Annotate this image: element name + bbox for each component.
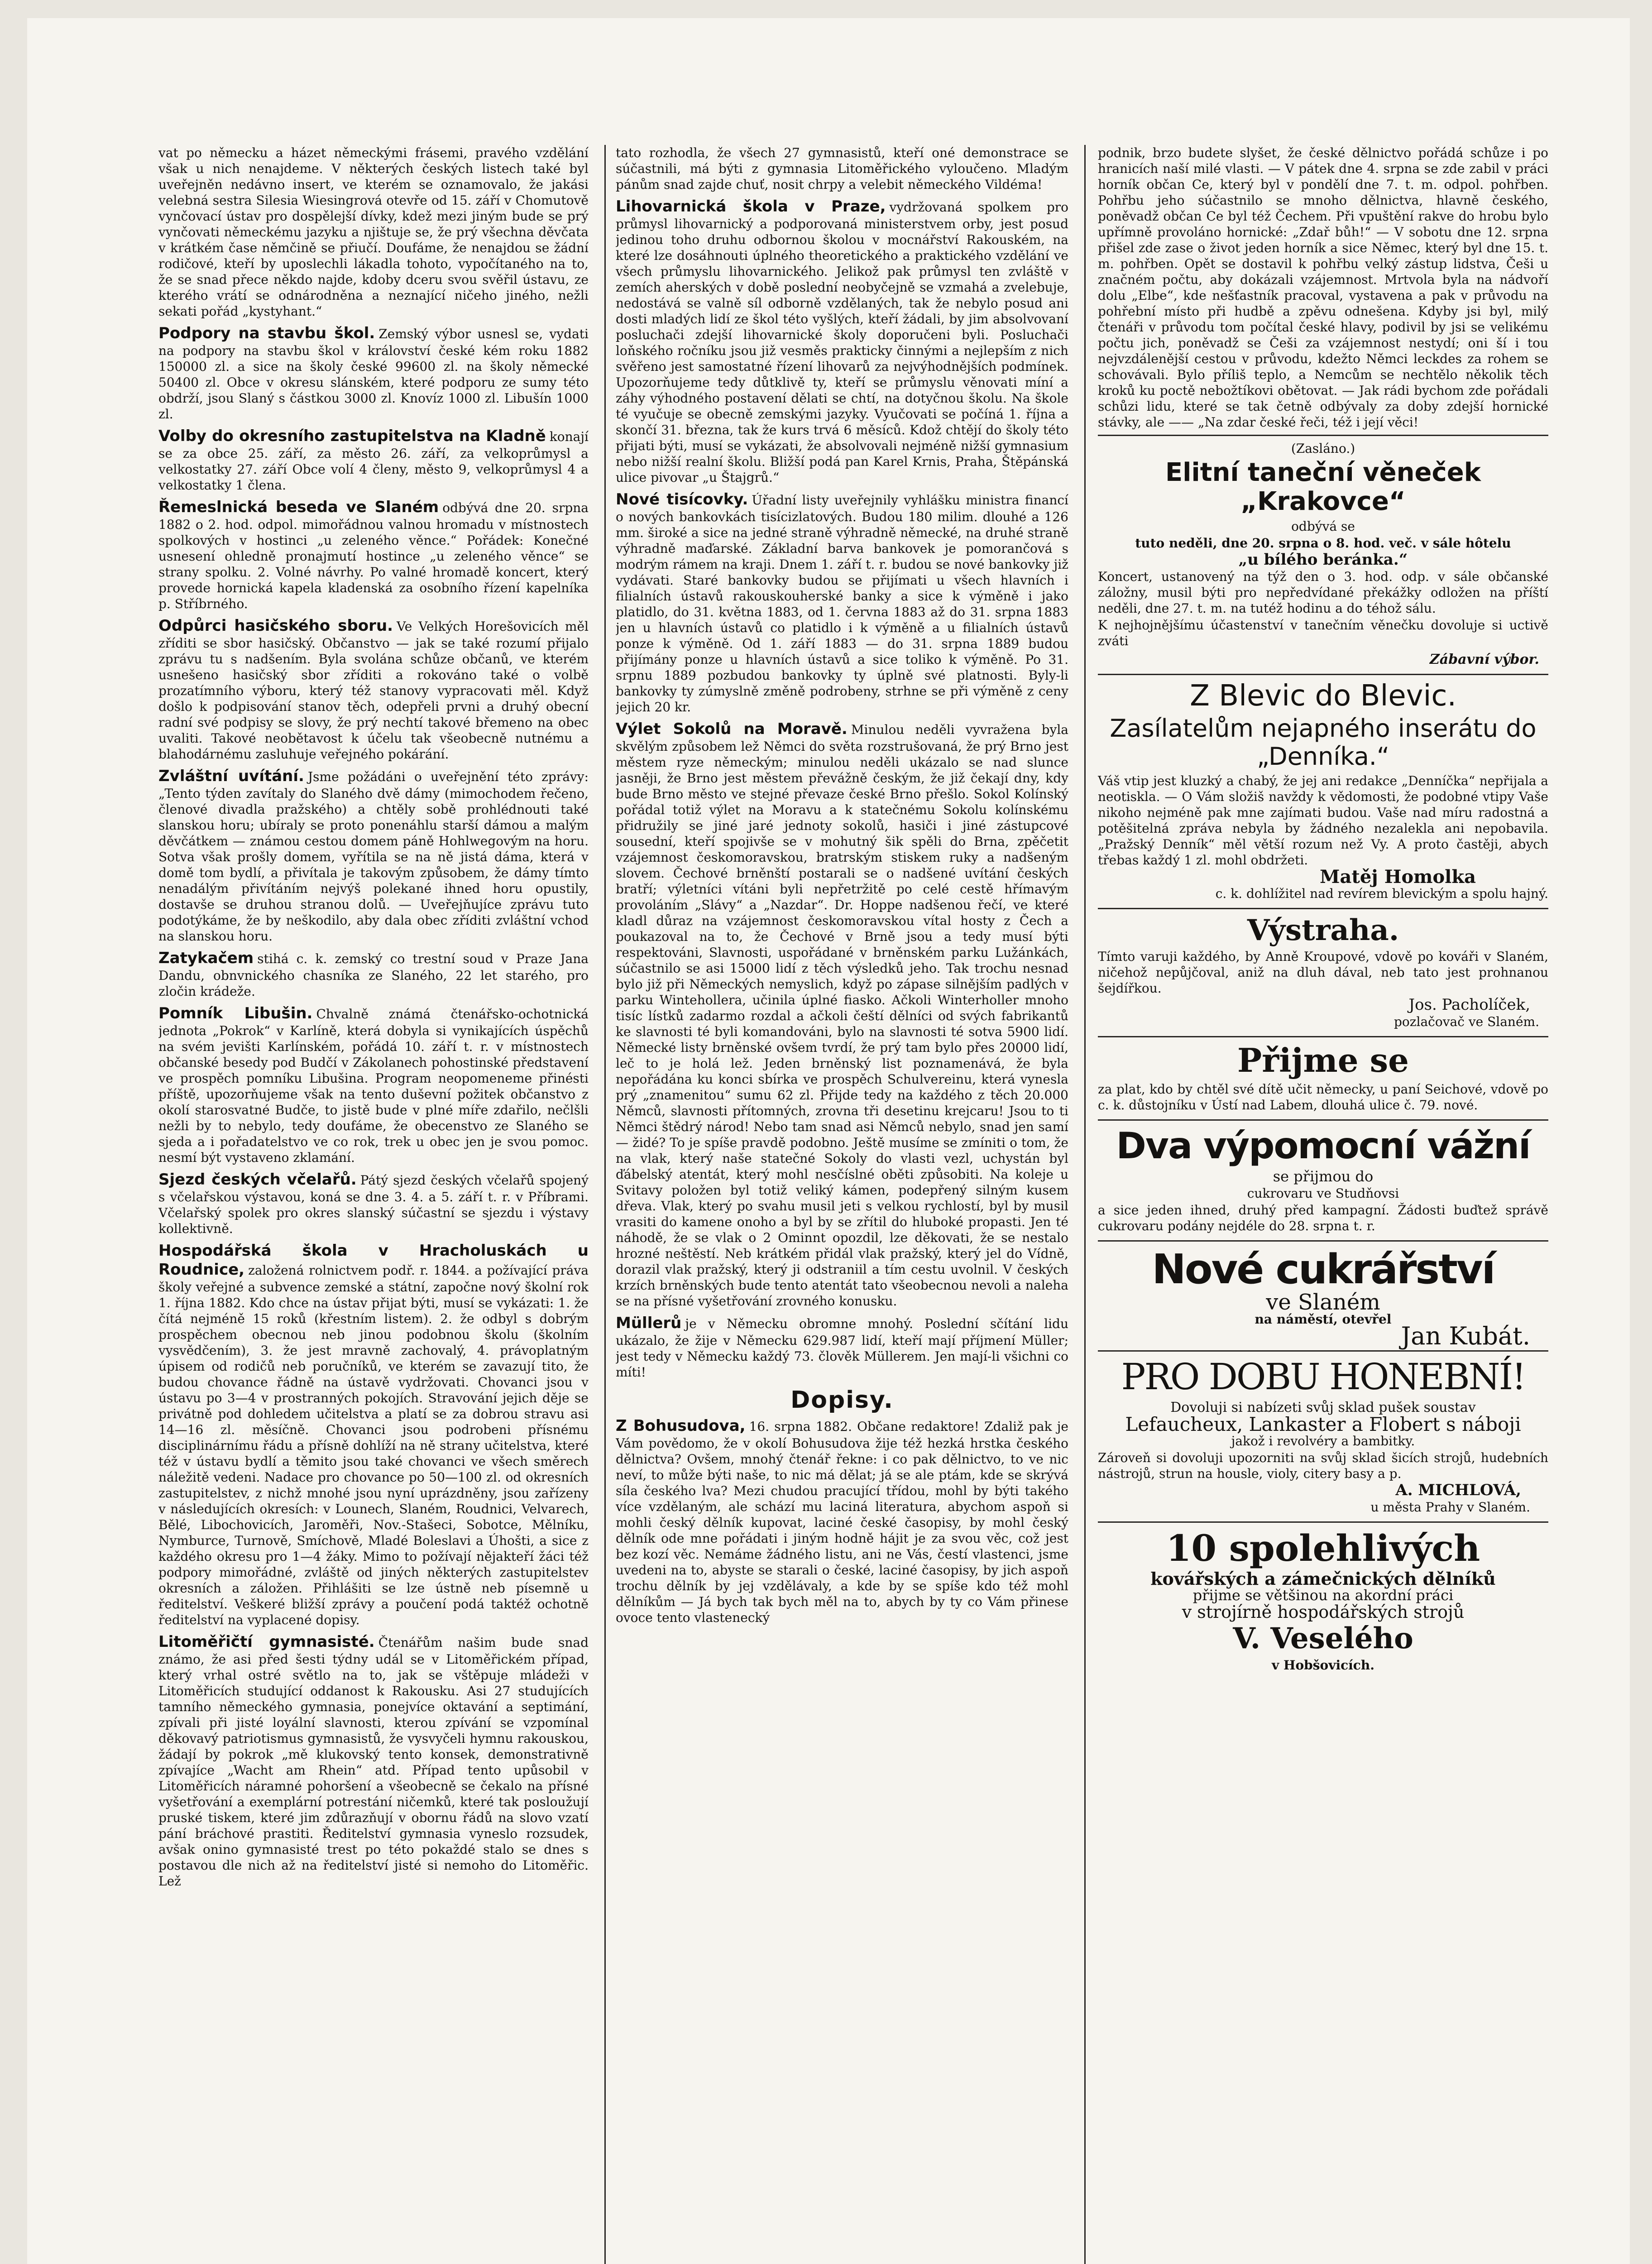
- ad-smiths-place: v Hobšovicích.: [1272, 1658, 1374, 1673]
- ad-blevice-signature-title: c. k. dohlížitel nad revírem blevickým a spolu hajný.: [1215, 886, 1548, 901]
- divider: [1098, 908, 1548, 909]
- article: [158, 949, 589, 999]
- column-rule: [1084, 145, 1086, 2264]
- article: [158, 1241, 589, 1628]
- column-2: [616, 145, 1068, 2264]
- ad-hunting-line: jakož i revolvéry a bambitky.: [1231, 1434, 1415, 1449]
- ad-dance-line: tuto neděli, dne 20. srpna o 8. hod. več. v sále hôtelu: [1135, 535, 1511, 551]
- ad-dance-line: K nejhojnějšímu účastenství v tanečním věnečku dovoluje si uctivě zváti: [1098, 617, 1548, 648]
- ad-scale-workers: [1098, 1125, 1548, 1234]
- ad-warning: [1098, 914, 1548, 1030]
- article-body: [158, 145, 589, 319]
- ad-blevice-subtitle: Zasílatelům nejapného inserátu do „Denníka.“: [1110, 714, 1537, 771]
- article-body: [158, 1241, 589, 1628]
- newspaper-page: [27, 18, 1630, 2264]
- ad-dance-signature: Zábavní výbor.: [1429, 651, 1539, 667]
- article-heading: Zatykačem: [158, 949, 254, 967]
- ad-smiths-line: v strojírně hospodářských strojů: [1182, 1602, 1465, 1622]
- article: [616, 1416, 1068, 1626]
- article: [616, 490, 1068, 715]
- article-text: Chvalně známá čtenářsko-ochotnická jednota „Pokrok“ v Karlíně, která dobyla si vynikajících úspěchů na svém jevišti Karlínském, pořádá 10. září t. r. v místnostech občanské besedy pod Budčí v Zákolanech pohostinské představení ve prospěch pomníku Libušina. Program neopomeneme přinésti příště, upozorňujeme však na tento duševní požitek občanstvo z okolí starosvatné Budče, to jistě bude v plné míře zdařilo, nečlšli nežli by to nebylo, tedy doufáme, že obecenstvo ze Slaného se sjeda a i pořadatelstvo ve co rok, trek u obec jen je svou pomoc. nesmí být vystaveno zklamání.: [158, 1007, 589, 1165]
- ad-confectionery-line: na náměstí, otevřel: [1255, 1312, 1392, 1327]
- divider: [1098, 1119, 1548, 1121]
- ad-hunting-signature-title: u města Prahy v Slaném.: [1370, 1500, 1530, 1515]
- article-heading: Volby do okresního zastupitelstva na Kladně: [158, 427, 546, 445]
- article-heading: Litoměřičtí gymnasisté.: [158, 1633, 375, 1651]
- ad-hunting-line: Dovoluji si nabízeti svůj sklad pušek soustav: [1170, 1400, 1476, 1416]
- article-text: je v Německu obromne mnohý. Poslední sčítání lidu ukázalo, že žije v Německu 629.987 lidí, kteří mají příjmení Müller; jest tedy v Německu každý 73. člověk Müllerem. Jen mají-li všichni co míti!: [616, 1316, 1068, 1380]
- ad-tutor: [1098, 1042, 1548, 1113]
- section-title: Dopisy.: [790, 1386, 894, 1414]
- article-heading: Hospodářská škola v Hracholuskách u Roudnice,: [158, 1242, 589, 1279]
- ad-hunting: [1098, 1356, 1548, 1515]
- article: [158, 145, 589, 319]
- article: [616, 1314, 1068, 1380]
- article-text: 16. srpna 1882. Občane redaktore! Zdaliž pak je Vám povědomo, že v okolí Bohusudova žije též hezká hrstka českého dělnictva? Ovšem, mnohý čtenář řekne: i co pak dělnictvo, to ve nic neví, to může býti naše, to nic má dělat; já se ale ptám, kde se skrývá síla českého lva? Mezi chudou pracující třídou, mohl by býti takého více vzdělaným, ale schází mu laciná literatura, abychom aspoň si mohli český dělník kupovat, laciné české časopisy, by mohl český dělník ode mne pořádati i jiným hodně hájit je za svou věc, což jest bez kozí věc. Nemáme žádného listu, ani ne Vás, čestí vlastenci, jsme uvedeni na to, abyste se starali o české, laciné časopisy, by jich aspoň trochu dělník by jej vzdělávaly, a kde by se spíše kdo též mohl dělníkům — Já bych tak bych měl na to, abych by ty co Vám přinese ovoce tento vlastenecký: [616, 1419, 1068, 1625]
- ad-smiths-line: kovářských a zámečnických dělníků: [1150, 1568, 1496, 1589]
- ad-warning-signature-title: pozlačovač ve Slaném.: [1394, 1014, 1539, 1030]
- article-text: stihá c. k. zemský co trestní soud v Praze Jana Dandu, obnvnického chasníka ze Slaného, 22 let starého, pro zločin krádeže.: [158, 951, 589, 999]
- article: [616, 145, 1068, 192]
- ad-blevice-title: Z Blevic do Blevic.: [1190, 679, 1456, 713]
- article-body: [158, 427, 589, 493]
- article: [158, 427, 589, 493]
- divider: [1098, 674, 1548, 675]
- article-body: [616, 1314, 1068, 1380]
- article: [158, 324, 589, 422]
- ad-smiths-line: přijme se většinou na akordní práci: [1192, 1587, 1454, 1604]
- column-3: [1098, 145, 1548, 2264]
- article: [158, 1170, 589, 1237]
- column-rule: [604, 145, 606, 2264]
- article-heading: Pomník Libušin.: [158, 1004, 313, 1022]
- ad-tutor-body: za plat, kdo by chtěl své dítě učit německy, u paní Seichové, vdově po c. k. důstojníku v Ústí nad Labem, dlouhá ulice č. 79. nové.: [1098, 1081, 1548, 1113]
- article-text: vat po německu a házet německými frásemi, pravého vzdělání však u nich nenajdeme. V některých českých listech také byl uveřejněn nedávno insert, ve kterém se oznamovalo, že jakási velebná sestra Silesia Wiesingrová otevře od 15. září v Chomutově vynčovací ústav pro dospělejší dívky, kdež mezi jiným bude se prý vynčovati německému jazyku a njištuje se, že prý všechna děvčata v krátkém čase němčině se přiučí. Doufáme, že nenajdou se žádní rodičové, kteří by uposlechli lákadla tohoto, vypočítaného na to, že se snad přece někdo najde, kdoby dceru svou svěřil ústavu, ze kterého vrátí se odnárodněna a neznající ničeho jiného, nežli sekati pořád „kystyhant.“: [158, 145, 589, 319]
- article-heading: Lihovarnická škola v Praze,: [616, 197, 886, 216]
- page-content: [158, 145, 1548, 2264]
- article-body: [616, 719, 1068, 1309]
- article: [158, 1632, 589, 1889]
- article-heading: Podpory na stavbu škol.: [158, 324, 375, 342]
- column-1: [158, 145, 589, 2264]
- article-text: Zemský výbor usnesl se, vydati na podpory na stavbu škol v království české kém roku 1882 150000 zl. a sice na školy české 99600 zl. na školy německé 50400 zl. Obce v okresu slánském, které podporu ze sumy této obdrží, jsou Slaný s částkou 3000 zl. Knovíz 1000 zl. Libušín 1000 zl.: [158, 326, 589, 422]
- ad-dance-line: „u bílého beránka.“: [1238, 550, 1408, 569]
- ad-scale-workers-line: a sice jeden ihned, druhý před kampagní. Žádosti buďtež správě cukrovaru podány nejdéle do 28. srpna t. r.: [1098, 1202, 1548, 1233]
- article-body: [158, 1632, 589, 1889]
- article-heading: Odpůrci hasičského sboru.: [158, 617, 393, 635]
- article-body: [158, 1170, 589, 1237]
- article: [158, 767, 589, 944]
- divider: [1098, 1350, 1548, 1352]
- article: [158, 1004, 589, 1166]
- article-body: [1098, 145, 1548, 430]
- article-text: Ve Velkých Horešovicích měl zříditi se sbor hasičský. Občanstvo — jak se také rozumí přijalo zprávu tu s nadšením. Byla svolána schůze občanů, ve kterém usnešeno hasičský sbor zříditi a rokováno také o volbě prozatímního výboru, který též stanovy vypracovati měl. Když došlo k podpisování stanov těch, odepřeli prvni a druhý obecní radní své podpisy se slovy, že prý nechtí takové břemeno na obec uvaliti. Takové neobětavost k účelu tak všeobecně nutnému a blahodárnému zasluhuje veřejného pokárání.: [158, 619, 589, 762]
- ad-warning-title: Výstraha.: [1247, 913, 1399, 947]
- ad-hunting-signature: A. MICHLOVÁ,: [1395, 1481, 1521, 1500]
- article-body: [158, 498, 589, 612]
- article-body: [616, 197, 1068, 485]
- article-text: podnik, brzo budete slyšet, že české dělnictvo pořádá schůze i po hranicích naší milé vlasti. — V pátek dne 4. srpna se zde zabil v práci horník občan Ce, který byl v pondělí dne 7. t. m. odpol. pohřben. Pohřbu jeho súčastnilo se mnoho dělnictva, hlavně českého, poněvadž občan Ce byl též Čechem. Při vpuštění rakve do hrobu bylo upřímně provoláno hornické: „Zdař bůh!“ — V sobotu dne 12. srpna přišel zde zase o život jeden horník a sice Němec, který byl dne 15. t. m. pohřben. Opět se dostavil k pohřbu velký zástup lidstva, Češi u značném počtu, aby dokázali vzájemnost. Mrtvola byla na nádvoří dolu „Elbe“, kde nešťastník pracoval, vystavena a pak v průvodu na pohřební místo při hudbě a zpěvu odnešena. Kdyby jsi byl, milý čtenáři v průvodu tom počítal české hlavy, podivil by jsi se velikému počtu jich, poněvadž se Češi za vzájemnost nestydí; oni ší i tou nejvzdálenější cestou v průvodu, kdežto Němci leckdes za rohem se schovávali. Bylo příliš teplo, a Nemcům se nechtělo několik těch kroků ku poctě nebožtíkovi obětovat. — Jak rádi bychom zde pořádali schůzi lidu, které se tak četně odbývaly za doby zdejší hornické stávky, ale —— „Na zdar české řeči, též i její věci!: [1098, 145, 1548, 430]
- article-text: tato rozhodla, že všech 27 gymnasistů, kteří oné demonstrace se súčastnili, má býti z gymnasia Litoměřického vyloučeno. Mladým pánům snad zajde chuť, nosit chrpy a velebit německého Vildéma!: [616, 145, 1068, 192]
- ad-scale-workers-line: se přijmou do: [1273, 1167, 1374, 1185]
- ad-confectionery-title: Nové cukrářství: [1152, 1245, 1494, 1293]
- divider: [1098, 435, 1548, 436]
- article-body: [158, 1004, 589, 1166]
- ad-confectionery-owner: Jan Kubát.: [1401, 1322, 1530, 1351]
- divider: [1098, 1521, 1548, 1523]
- article-heading: Výlet Sokolů na Moravě.: [616, 720, 848, 738]
- ad-dance-line: Koncert, ustanovený na týž den o 3. hod. odp. v sále občanské záložny, musil býti pro nepředvídané překážky odložen na příští neděli, dne 27. t. m. na tutéž hodinu a do téhož sálu.: [1098, 569, 1548, 616]
- article-text: Jsme požádáni o uveřejnění této zprávy: „Tento týden zavítaly do Slaného dvě dámy (mimochodem řečeno, členové divadla pražského) a chtěly sobě prohlédnouti také slanskou horu; ubíraly se proto ponenáhlu starší dámou a malým děvčátkem — známou cestou domem páně Hohlwegovým na horu. Sotva však prošly domem, vyřítila se na ně jistá dáma, která v domě tom bydlí, a přivítala je takovým způsobem, že dámy tímto nenadálým přivítáním nejvýš polekané ihned horu opustily, dostavše se druhou stranou dolů. — Uveřejňujíce zprávu tuto podotýkáme, že by neškodilo, aby dala obec zříditi zvláštní vchod na slanskou horu.: [158, 769, 589, 944]
- article-heading: Nové tisícovky.: [616, 490, 748, 508]
- article-text: odbývá dne 20. srpna 1882 o 2. hod. odpol. mimořádnou valnou hromadu v místnostech spolkových v hostinci „u zeleného věnce.“ Pořádek: Konečné usnesení ohledně pronajmutí hostince „u zeleného věnce“ se strany spolku. 2. Volné návrhy. Po valné hromadě koncert, který provede hornická kapela kladenská za osobního řízení kapelníka p. Stříbrného.: [158, 500, 589, 611]
- ad-smiths-title: 10 spolehlivých: [1166, 1527, 1480, 1570]
- article-text: Pátý sjezd českých včelařů spojený s včelařskou výstavou, koná se dne 3. 4. a 5. září t. r. v Příbrami. Včelařský spolek pro okres slanský súčastní se sjezdu i výstavy kollektivně.: [158, 1173, 589, 1236]
- article-body: [616, 145, 1068, 192]
- ad-smiths: [1098, 1527, 1548, 1673]
- article-text: vydržovaná spolkem pro průmysl lihovarnický a podporovaná ministerstvem orby, jest posud jedinou toho druhu odbornou školou v mocnářství Rakouském, na které lze dosáhnouti úplného theoretického a praktického vzdělání ve všech průmyslu lihovarnického. Jelikož pak průmysl ten zvláště v zemích aherských v době poslední neobyčejně se vzmahá a zvelebuje, nedostává se valně síl odborně vzdělaných, tak že nebylo posud ani dosti mladých lidí ze škol této vyšlých, kteří žádali, by jim absolvovaní posluchači zdejší lihovarnické školy doporučeni byli. Posluchači loňského ročníku jsou již vesměs prakticky činnými a nejlepším z nich svěřeno jest samostatné řízení lihovarů za nejvýhodnějších podmínek. Upozorňujeme tedy důtklivě ty, kteří se průmyslu věnovati míní a záhy výhodného postavení dělati se chtí, na dotyčnou školu. Na škole té vyučuje se obecně zemskými jazyky. Vyučovati se počíná 1. října a skončí 31. března, tak že kurs trvá 6 měsíců. Kdož chtějí do školy této přijati býti, musí se vykázati, že absolvovali nejméně nižší gymnasium nebo nižší realní školu. Bližší podá pan Karel Krnis, Praha, Štěpánská ulice pivovar „u Štajgrů.“: [616, 200, 1068, 485]
- ad-dance: [1098, 441, 1548, 667]
- ad-blevice-body: Váš vtip jest kluzký a chabý, že jej ani redakce „Denníčka“ nepřijala a neotiskla. — O Vám složiš navždy k vědomosti, že podobné vtipy Vaše nikoho nejméně pak mne zajímati budou. Vaše nad míru radostná a potěšitelná zpráva nebyla by žádného nezalekla ani nepobavila. „Pražský Denník“ měl větší rozum než Vy. A proto častěji, abych třebas každý 1 zl. mohl obdržeti.: [1098, 773, 1548, 868]
- article-body: [616, 1416, 1068, 1626]
- article-heading: Zvláštní uvítání.: [158, 767, 304, 785]
- divider: [1098, 1240, 1548, 1242]
- article-text: Čtenářům našim bude snad známo, že asi před šesti týdny udál se v Litoměřickém případ, který vrhal ostré světlo na to, jak se vštěpuje mládeži v Litoměřicích studující oddanost k Rakousku. Asi 27 studujících tamního německého gymnasia, ponejvíce oktavání a septimání, zpívali při jisté loyální slavnosti, kterou zpívání se vzpomínal děkovavý patriotismus gymnasistů, že vysvyčeli hymnu rakouskou, žádají by pokrok „mě klukovský tento konsek, demonstrativně zpívajíce „Wacht am Rhein“ atd. Případ tento upůsobil v Litoměřicích náramné pohoršení a všeobecně se čekalo na přísné vyšetřování a exemplární potrestání ničemků, které tak posloužují pruské tiskem, které jim zdůrazňují v obornu řádů na slovo vzatí pání bráchové prastiti. Ředitelství gymnasia vyneslo rozsudek, avšak onino gymnasisté trest po této pokaždé stalo se dnes s postavou dle nich až na ředitelství jisté si nemoho do Litoměřic. Lež: [158, 1635, 589, 1889]
- article-body: [158, 324, 589, 422]
- article-text: Úřadní listy uveřejnily vyhlášku ministra financí o nových bankovkách tisícizlatových. Budou 180 milim. dlouhé a 126 mm. široké a sice na jedné straně výhradně německé, na druhé straně výhradně maďarské. Základní barva bankovek je pomorančová s modrým rámem na kraji. Dnem 1. září t. r. budou se nové bankovky již vydávati. Staré bankovky budou se přijímati u všech hlavních i filialních ústavů rakouskouherské banky a sice k výměně i jako platidlo, do 31. května 1883, od 1. června 1883 až do 31. srpna 1883 jen u hlavních ústavů co platidlo i k výměně a u filialních ústavů ponze k výměně. Od 1. září 1883 — do 31. srpna 1889 budou přijímány ponze u hlavních ústavů a sice toliko k výměně. Po 31. srpnu 1889 pozbudou bankovky ty úplně své platnosti. Byly-li bankovky ty zúmyslně změně podrobeny, strhne se při výměně z ceny jejich 20 kr.: [616, 493, 1068, 715]
- article: [616, 719, 1068, 1309]
- ad-hunting-line: Lefaucheux, Lankaster a Flobert s náboji: [1125, 1413, 1521, 1436]
- article-heading: Z Bohusudova,: [616, 1417, 746, 1435]
- article-body: [158, 767, 589, 944]
- column-3-text: [1098, 145, 1548, 430]
- ad-tutor-title: Přijme se: [1237, 1041, 1409, 1080]
- ad-confectionery: [1098, 1245, 1548, 1351]
- ad-dance-line: odbývá se: [1291, 518, 1355, 534]
- article-text: Minulou neděli vyvražena byla skvělým způsobem lež Němci do světa rozstrušovaná, že prý Brno jest městem ryze německým; minulou neděli ukázalo se nad slunce jasněji, že Brno jest městem převážně českým, že již čekají dny, kdy bude Brno město ve stejné převaze české Brno přešlo. Sokol Kolínský pořádal totiž výlet na Moravu a k statečnému Sokolu kolínskému přidružily se jiné jaré jednoty sokolů, hasiči i jiné zástupcové sousední, kteří spojivše se v mohutný šik spěli do Brna, zpěčetit vzájemnost českomoravskou, bratrským stiskem ruky a nadšeným slovem. Čechové brněnští postarali se o nadšené uvítání českých bratří; výletníci vítáni byli nepřetržitě po celé cestě hřímavým provoláním „Slávy“ a „Nazdar“. Dr. Hoppe nadšenou řečí, ve které kladl důraz na vzájemnost českomoravskou vítal hosty z Čech a poukazoval na to, že Čechové v Brně jsou a tedy musí býti respektováni, Slavnosti, uspořádané v brněnském parku Lužánkách, súčastnilo se asi 15000 lidí z těch výsledků jeho. Tak trochu nesnad bylo již při Německých nemyslich, když po zápase silnějším padlých v parku Wintehollera, učinila úplné fiasko. Ačkoli Winterholler mnoho tisíc lístků zadarmo rozdal a ačkoli čeští dělníci od svých fabrikantů ke slavnosti té byli komandováni, bylo na slavnosti té sotva 5900 lidí. Německé listy brněnské ovšem tvrdí, že prý tam bylo přes 20000 lidí, leč to je holá lež. Jeden brněnský list poznamenává, že byla nepořádána ku konci sbírka ve prospěch Schulvereinu, která vynesla prý „znamenitou“ sumu 62 zl. Přijde tedy na každého z těch 20.000 Němců, slavnosti přítomných, zrovna tři desetinu krejcaru! Jsou to ti Němci štědrý národ! Nebo tam snad asi Němců nebylo, snad jen samí — židé? To je spíše pravdě podobno. Ještě musíme se zmíniti o tom, že na vlak, který naše statečné Sokoly do vlasti vezl, uchystán byl ďábelský atentát, který mohl nesčíslné oběti způsobiti. Na koleje u Svitavy položen byl totiž veliký kámen, podepřený silným kusem dřeva. Vlak, který po svahu musil jeti s velkou rychlostí, byl by musil vrasiti do kamene onoho a byl by se zřítil do hluboké propasti. Jen té náhodě, že se vlak o 2 Ominnt opozdil, lze děkovati, že se nestalo hrozné neštěstí. Neb krátkém přidál vlak pražský, který jel do Vídně, dorazil vlak pražský, který ji odstraniil a tím cestu uvolnil. V českých krzích brněnských bude tento atentát tato všeobecnou nevoli a naleha se na přísné vyšetřování zrovného konusku.: [616, 722, 1068, 1309]
- ad-scale-workers-title: Dva výpomocní vážní: [1116, 1124, 1530, 1167]
- ad-dance-title: Elitní taneční věneček „Krakovce“: [1165, 458, 1481, 517]
- ad-smiths-company: V. Veselého: [1233, 1621, 1413, 1656]
- divider: [1098, 1036, 1548, 1037]
- article: [158, 498, 589, 612]
- article-heading: Řemeslnická beseda ve Slaném: [158, 498, 439, 516]
- article-heading: Sjezd českých včelařů.: [158, 1170, 357, 1189]
- article-body: [158, 949, 589, 999]
- ad-blevice-signature: Matěj Homolka: [1320, 866, 1476, 887]
- ad-confectionery-line: ve Slaném: [1266, 1290, 1380, 1315]
- article-heading: Müllerů: [616, 1314, 682, 1332]
- article-text: založená rolnictvem podř. r. 1844. a požívající práva školy veřejné a subvence zemské a státní, započne nový školní rok 1. října 1882. Kdo chce na ústav přijat býti, musí se vykázati: 1. že čítá nejméně 15 roků (křestním listem). 2. že odbyl s dobrým prospěchem obecnou neb jinou podobnou školu (školním vysvědčením), 3. že jest mravně zachovalý, 4. právoplatným úpisem od rodičů neb poručníků, ve kterém se zavazují tito, že budou chovance řádně na ústavě vydržovati. Chovanci jsou v ústavu po 3—4 v prostranných pokojích. Stravování jejich děje se privátně pod dohledem učitelstva a platí se za dobrou stravu asi 14—16 zl. měsíčně. Chovanci jsou podrobeni přísnému disciplinárnímu řádu a přísně dohlíží na ně strany učitelstva, které též v ústavu bydlí a těmito jsou také chovanci ve všech směrech náležitě vedeni. Nadace pro chovance po 50—100 zl. od okresních zastupitelstev, z nichž mnohé jsou nyní uprázdněny, jsou zařízeny v následujících okresích: v Lounech, Slaném, Roudnici, Velvarech, Bělé, Libochovicích, Jaroměři, Nov.-Stašeci, Sobotce, Mělníku, Nymburce, Turnově, Smíchově, Mladé Boleslavi a Úhošti, a sice z každého okresu pro 1—4 žáky. Mimo to požívají nějakteří žáci též podpory mimořádné, zvláště od jiných některých zastupitelstev okresních a záložen. Přihlášiti se lze ústně neb písemně u ředitelství. Veškeré bližší zprávy a poučení podá taktéž ochotně ředitelství na vyplacené dopisy.: [158, 1263, 589, 1627]
- article: [158, 616, 589, 762]
- article: [1098, 145, 1548, 430]
- ad-blevice: [1098, 680, 1548, 902]
- ad-hunting-title: PRO DOBU HONEBNÍ!: [1121, 1356, 1525, 1398]
- ad-warning-body: Tímto varuji každého, by Anně Kroupové, vdově po kováři v Slaném, ničehož nepůjčoval, aniž na dluh dával, neb tato jest prohnanou šejdířkou.: [1098, 949, 1548, 996]
- article-text: konají se za obce 25. září, za město 26. září, za velkoprůmysl a velkostatky 27. září Obce volí 4 členy, město 9, velkoprůmysl 4 a velkostatky 1 člena.: [158, 429, 589, 493]
- ad-scale-workers-line: cukrovaru ve Studňovsi: [1247, 1185, 1399, 1201]
- zaslano-label: (Zasláno.): [1291, 441, 1355, 456]
- article: [616, 197, 1068, 485]
- ad-warning-signature: Jos. Pacholíček,: [1408, 996, 1530, 1014]
- ad-hunting-line: Zároveň si dovoluji upozorniti na svůj sklad šicích strojů, hudebních nástrojů, strun na housle, violy, citery basy a p.: [1098, 1450, 1548, 1482]
- article-body: [616, 490, 1068, 715]
- article-body: [158, 616, 589, 762]
